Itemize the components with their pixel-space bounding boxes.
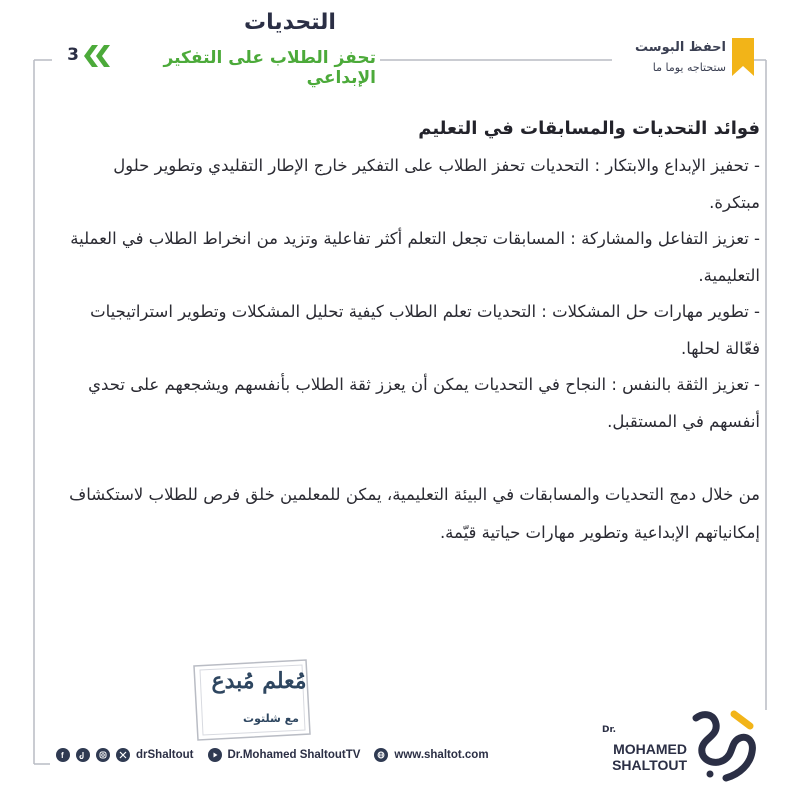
logo-title: مُعلم مُبدع — [211, 668, 307, 694]
social-handle[interactable]: drShaltout — [136, 749, 194, 761]
footer-links — [56, 745, 489, 765]
page-number: 3 — [67, 45, 79, 65]
save-post-title: احفظ البوست — [635, 40, 726, 55]
article-body — [60, 112, 760, 552]
brand-prefix: Dr. — [602, 725, 617, 735]
brand-logo-icon — [690, 708, 760, 786]
svg-text:f: f — [61, 751, 64, 759]
x-icon[interactable] — [116, 748, 130, 762]
logo-subtitle: مع شلتوت — [243, 712, 299, 725]
tiktok-icon[interactable] — [76, 748, 90, 762]
page-title: التحديات — [244, 10, 336, 35]
double-chevron-icon — [84, 45, 110, 67]
save-post-note — [626, 40, 726, 82]
bookmark-icon — [732, 38, 754, 76]
benefit-item: - تعزيز الثقة بالنفس : النجاح في التحديات يمكن أن يعزز ثقة الطلاب بأنفسهم ويشجعهم على تحدي أنفسهم في المستقبل. — [88, 375, 760, 431]
benefit-item: - تطوير مهارات حل المشكلات : التحديات تعلم الطلاب كيفية تحليل المشكلات وتطوير استراتيجيات فعّالة لحلها. — [90, 302, 760, 358]
page-subtitle: تحفز الطلاب على التفكير الإبداعي — [163, 48, 376, 88]
youtube-channel[interactable]: Dr.Mohamed ShaltoutTV — [227, 749, 361, 761]
facebook-icon[interactable] — [56, 748, 70, 762]
brand-name-line2: SHALTOUT — [612, 757, 687, 773]
website-link[interactable]: www.shaltot.com — [394, 749, 489, 761]
brand-name — [599, 741, 687, 773]
instagram-icon[interactable] — [96, 748, 110, 762]
youtube-icon[interactable] — [208, 748, 222, 762]
section-heading: فوائد التحديات والمسابقات في التعليم — [418, 118, 760, 139]
closing-paragraph: من خلال دمج التحديات والمسابقات في البيئة التعليمية، يمكن للمعلمين خلق فرص للطلاب لاستكشاف إمكانياتهم الإبداعية وتطوير مهارات حياتية قيّمة. — [69, 485, 760, 542]
brand-name-line1: MOHAMED — [613, 741, 687, 757]
benefit-item: - تعزيز التفاعل والمشاركة : المسابقات تجعل التعلم أكثر تفاعلية وتزيد من انخراط الطلاب في العملية التعليمية. — [70, 229, 760, 285]
globe-icon[interactable] — [374, 748, 388, 762]
benefit-item: - تحفيز الإبداع والابتكار : التحديات تحفز الطلاب على التفكير خارج الإطار التقليدي وتطوير حلول مبتكرة. — [113, 156, 760, 212]
save-post-subtitle: ستحتاجه يوما ما — [652, 61, 726, 74]
